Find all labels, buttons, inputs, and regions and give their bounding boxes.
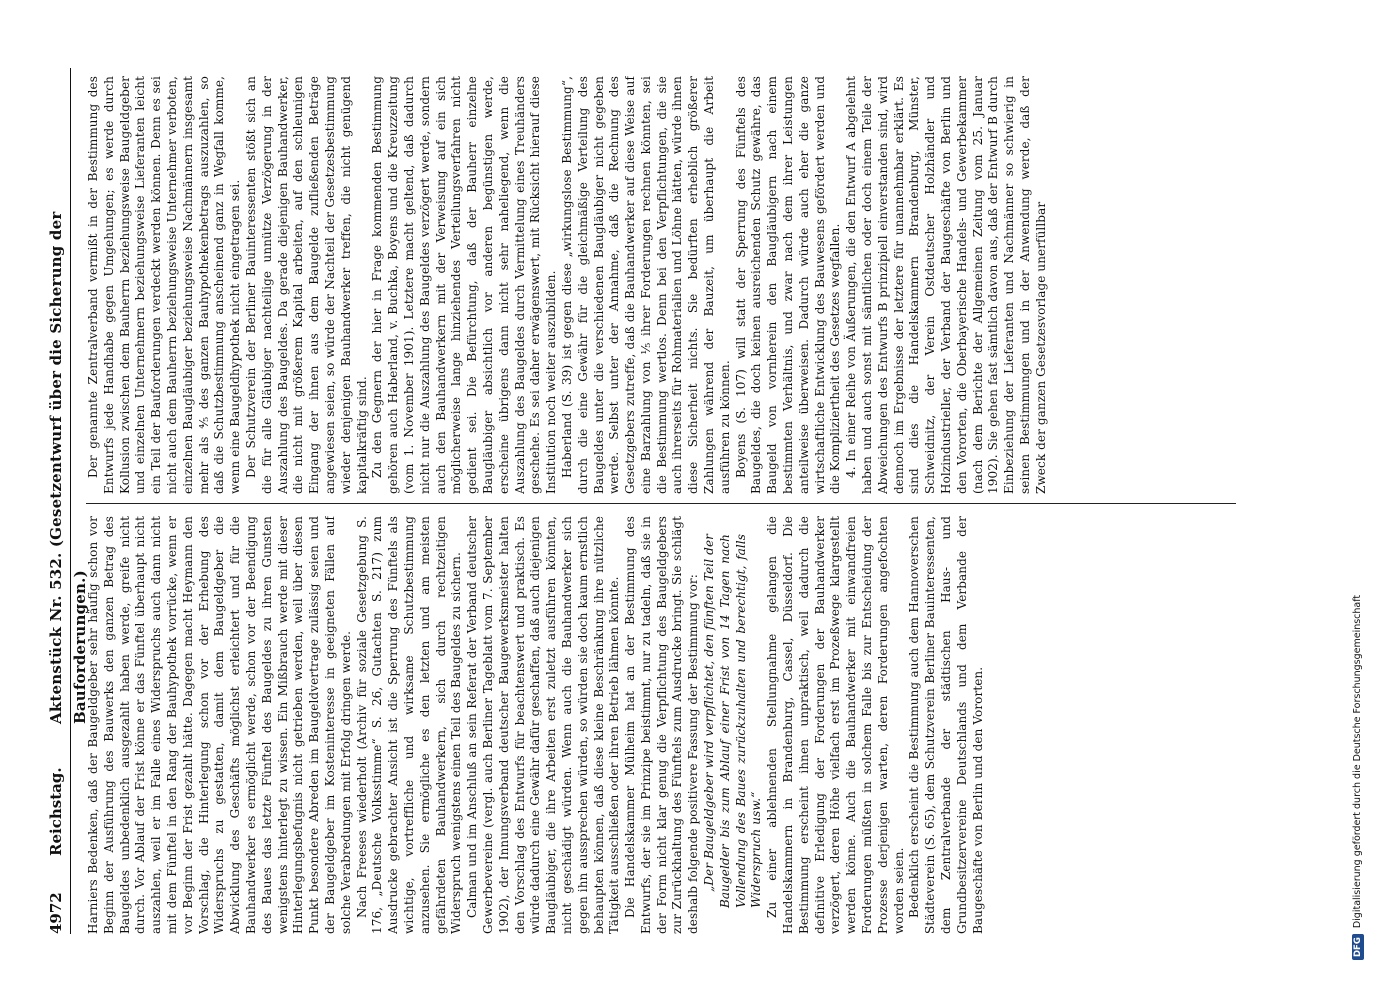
page-number: 4972 [47, 892, 65, 934]
header-place: Reichstag. [47, 767, 65, 856]
paragraph: Haberland (S. 39) ist gegen diese „wirkungslose Bestimmung“, durch die eine Gewähr für die gleichmäßige Verteilung des Baugeldes unter die verschiedenen Baugläubiger nicht gegeben werde. Selbst unter der Annahme, daß die Rechnung des Gesetzgebers zutreffe, daß die Bauhandwerker auf diese Weise auf eine Barzahlung von ¹⁄₅ ihrer Forderungen rechnen könnten, sei die Bestimmung wertlos. Denn bei den Verpflichtungen, die sie auch ihrerseits für Rohmaterialien und Löhne hätten, würde ihnen diese Sicherheit nichts. Sie bedürften erheblich größerer Zahlungen während der Bauzeit, um überhaupt die Arbeit ausführen zu können. [559, 76, 732, 494]
paragraph: Zu einer ablehnenden Stellungnahme gelangen die Handelskammern in Brandenburg, Cassel, Düsseldorf. Die Bestimmung erscheint ihnen unpraktisch, weil dadurch die definitive Erledigung der Forderungen der Bauhandwerker verzögert, deren Höhe vielfach erst im Prozeßwege klargestellt werden könne. Auch die Bauhandwerker mit einwandfreien Forderungen müßten in solchem Falle bis zur Entscheidung der Prozesse derjenigen warten, deren Forderungen angefochten worden seien. [765, 516, 906, 934]
paragraph: 4. In einer Reihe von Äußerungen, die den Entwurf A abgelehnt haben und auch sonst mit sämtlichen oder doch einem Teile der Abweichungen des Entwurfs B prinzipiell einverstanden sind, wird dennoch im Ergebnisse der letztere für unannehmbar erklärt. Es sind dies die Handelskammern Brandenburg, Münster, Schweidnitz, der Verein Ostdeutscher Holzhändler und Holzindustrieller, der Verband der Baugeschäfte von Berlin und den Vororten, die Oberbayerische Handels- und Gewerbekammer (nach dem Berichte der Allgemeinen Zeitung vom 25. Januar 1902). Sie gehen fast sämtlich davon aus, daß der Entwurf B durch Einbeziehung der Lieferanten und Nachmänner so schwierig in seinen Bestimmungen und in der Anwendung werde, daß der Zweck der ganzen Gesetzesvorlage unerfüllbar [844, 76, 1048, 494]
paragraph: Der genannte Zentralverband vermißt in der Bestimmung des Entwurfs jede Handhabe gegen Umgehungen; es werde durch Kollusion zwischen dem Bauherrn beziehungsweise Baugeldgeber und einzelnen Unternehmern beziehungsweise Lieferanten leicht ein Teil der Bauforderungen verdeckt werden können. Denn es sei nicht auch dem Bauherrn beziehungsweise Unternehmer verboten, einzelnen Baugläubiger beziehungsweise Nachmännern insgesamt mehr als ⁴⁄₅ des ganzen Bauhypothekenbetrags auszuzahlen, so daß die Schutzbestimmung anscheinend ganz in Wegfall komme, wenn eine Baugeldhypothek nicht eingetragen sei. [86, 76, 243, 494]
paragraph: Zu den Gegnern der hier in Frage kommenden Bestimmung gehören auch Haberland, v. Buchka, Boyens und die Kreuzzeitung (vom 1. November 1901). Letztere macht geltend, daß dadurch nicht nur die Auszahlung des Baugeldes verzögert werde, sondern auch den Bauhandwerkern mit der Verweisung auf ein sich möglicherweise lange hinziehendes Verteilungsverfahren nicht gedient sei. Die Befürchtung, daß der Bauherr einzelne Baugläubiger absichtlich vor anderen begünstigen werde, erscheine übrigens dann nicht sehr naheliegend, wenn die Auszahlung des Baugeldes durch Vermittelung eines Treuhänders geschehe. Es sei daher erwägenswert, mit Rücksicht hierauf diese Institution noch weiter auszubilden. [370, 76, 559, 494]
paragraph: Boyens (S. 107) will statt der Sperrung des Fünftels des Baugeldes, die doch keinen ausreichenden Schutz gewähre, das Baugeld von vornherein den Baugläubigern nach einem bestimmten Verhältnis, und zwar nach dem ihrer Leistungen anteilweise überweisen. Dadurch würde auch eher die ganze wirtschaftliche Entwicklung des Bauwesens gefördert werden und die Kompliziertheit des Gesetzes wegfallen. [733, 76, 843, 494]
dfg-logo: DFG [1352, 934, 1364, 960]
page-title: Aktenstück Nr. 532. (Gesetzentwurf über die Sicherung der Bauforderungen.) [47, 211, 89, 724]
paragraph: Calman und im Anschluß an sein Referat der Verband deutscher Gewerbevereine (vergl. auch Berliner Tageblatt vom 7. September 1902), der Innungsverband deutscher Baugewerksmeister halten den Vorschlag des Entwurfs für beachtenswert und praktisch. Es würde dadurch eine Gewähr dafür geschaffen, daß auch diejenigen Baugläubiger, die ihre Arbeiten erst zuletzt ausführen könnten, nicht geschädigt würden. Wenn auch die Bauhandwerker sich gegen ihn aussprechen würden, so würden sie doch kaum ernstlich behaupten können, daß diese kleine Beschränkung ihre nützliche Tätigkeit ausschließen oder ihren Betrieb lähmen könnte. [465, 516, 622, 934]
left-column [86, 516, 1276, 934]
digitization-text: Digitalisierung gefördert durch die Deutsche Forschungsgemeinschaft [1352, 594, 1363, 929]
column-divider [86, 503, 1236, 504]
paragraph: Bedenklich erscheint die Bestimmung auch dem Hannoverschen Städteverein (S. 65), dem Schutzverein Berliner Bauinteressenten, dem Zentralverbande der städtischen Haus- und Grundbesitzervereine Deutschlands und dem Verbande der Baugeschäfte von Berlin und den Vororten. [907, 516, 985, 934]
paragraph: Die Handelskammer Mülheim hat an der Bestimmung des Entwurfs, der sie im Prinzipe beistimmt, nur zu tadeln, daß sie in der Form nicht klar genug die Verpflichtung des Baugeldgebers zur Zurückhaltung des Fünftels zum Ausdrucke bringt. Sie schlägt deshalb folgende positivere Fassung der Bestimmung vor: [623, 516, 701, 934]
digitization-note [1352, 40, 1364, 960]
page-header [44, 68, 89, 934]
paragraph: Nach Freeses wiederholt (Archiv für soziale Gesetzgebung S. 176, „Deutsche Volksstimme“ S. 26, Gutachten S. 217) zum Ausdrucke gebrachter Ansicht ist die Sperrung des Fünftels als wichtige, vortreffliche und wirksame Schutzbestimmung anzusehen. Sie ermögliche es den letzten und am meisten gefährdeten Bauhandwerkern, sich durch rechtzeitigen Widerspruch wenigstens einen Teil des Baugeldes zu sichern. [354, 516, 464, 934]
right-column [86, 76, 1276, 494]
block-quote: „Der Baugeldgeber wird verpflichtet, den fünften Teil der Baugelder bis zum Ablauf einer Frist von 14 Tagen nach Vollendung des Baues zurückzuhalten und berechtigt, falls Widerspruch usw.“ [702, 534, 764, 908]
paragraph: Der Schutzverein der Berliner Bauinteressenten stößt sich an die für alle Gläubiger nachteilige unnütze Verzögerung in der Auszahlung des Baugeldes. Da gerade diejenigen Bauhandwerker, die nicht mit größerem Kapital arbeiten, auf den schleunigen Eingang der ihnen aus dem Baugelde zufließenden Beträge angewiesen seien, so würde der Nachteil der Gesetzesbestimmung wieder denjenigen Bauhandwerker treffen, die nicht genügend kapitalkräftig sind. [243, 76, 369, 494]
paragraph: Harniers Bedenken, daß der Baugeldgeber sehr häufig schon vor Beginn der Ausführung des Bauwerks den ganzen Betrag des Baugeldes unbedenklich ausgezahlt haben werde, greife nicht durch. Vor Ablauf der Frist könne er das Fünftel überhaupt nicht auszahlen, weil er im Falle eines Widerspruchs auch dann nicht mit dem Fünftel in den Rang der Bauhypothek vorrücke, wenn er vor Beginn der Frist gezahlt hätte. Dagegen macht Heymann den Vorschlag, die Hinterlegung schon vor der Erhebung des Widerspruchs zu gestatten, damit dem Baugeldgeber die Abwicklung des Geschäfts möglichst erleichtert und für die Bauhandwerker es ermöglicht werde, schon vor der Beendigung des Baues das letzte Fünftel des Baugeldes zu ihren Gunsten wenigstens hinterlegt zu wissen. Ein Mißbrauch werde mit dieser Hinterlegungsbefugnis nicht getrieben werden, weil über diesen Punkt besondere Abreden im Baugeldvertrage zulässig seien und der Baugeldgeber im Kosteninteresse in geeigneten Fällen auf solche Verabredungen mit Erfolg dringen werde. [86, 516, 353, 934]
